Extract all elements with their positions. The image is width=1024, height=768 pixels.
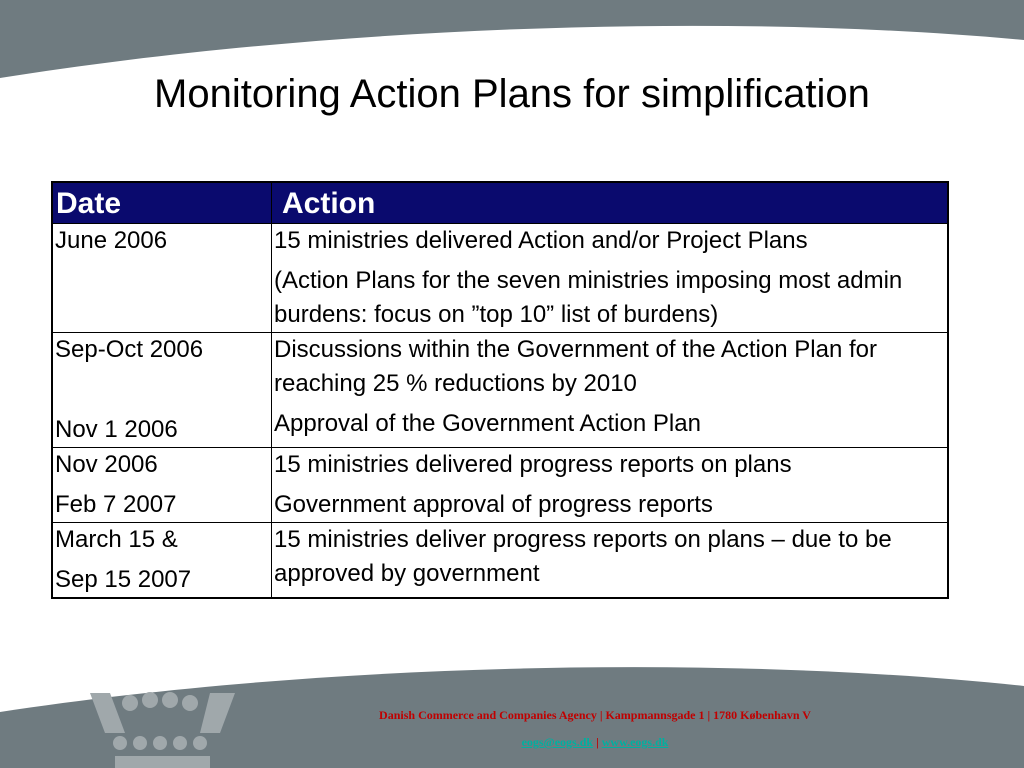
footer-address: Danish Commerce and Companies Agency | Kampmannsgade 1 | 1780 København V [379, 708, 811, 722]
date-text: Feb 7 2007 [55, 491, 177, 518]
action-text: Government approval of progress reports [274, 491, 713, 518]
footer-email-link[interactable]: eogs@eogs.dk [521, 735, 594, 749]
header-action: Action [272, 182, 949, 224]
action-text: 15 ministries delivered progress reports on plans [274, 451, 792, 478]
date-text: March 15 & [55, 526, 178, 553]
action-cell [272, 448, 949, 523]
header-date: Date [52, 182, 272, 224]
crown-logo [80, 678, 250, 768]
action-text: 15 ministries delivered Action and/or Project Plans [274, 227, 808, 254]
action-cell [272, 224, 949, 333]
table-row [52, 448, 948, 523]
table-row [52, 333, 948, 448]
date-text: Nov 1 2006 [55, 416, 178, 443]
action-text: Approval of the Government Action Plan [274, 410, 701, 437]
action-text: Discussions within the Government of the Action Plan for reaching 25 % reductions by 2010 [274, 336, 877, 397]
action-cell [272, 523, 949, 599]
date-text: Sep 15 2007 [55, 566, 192, 593]
date-text: Sep-Oct 2006 [55, 336, 204, 363]
action-cell [272, 333, 949, 448]
table-header-row [52, 182, 948, 224]
slide-title: Monitoring Action Plans for simplification [154, 72, 870, 116]
table-row [52, 523, 948, 599]
action-text: (Action Plans for the seven ministries imposing most admin burdens: focus on ”top 10” list of burdens) [274, 267, 903, 328]
date-text: Nov 2006 [55, 451, 158, 478]
action-text: 15 ministries deliver progress reports on plans – due to be approved by government [274, 526, 892, 587]
table-row [52, 224, 948, 333]
footer-links [400, 735, 790, 750]
footer-separator: | [593, 735, 602, 749]
action-plan-table [51, 181, 949, 599]
top-gray-band [0, 0, 1024, 78]
date-cell [52, 224, 272, 333]
footer-website-link[interactable]: www.eogs.dk [601, 735, 669, 749]
date-cell [52, 333, 272, 448]
date-text: June 2006 [55, 227, 168, 254]
date-cell [52, 448, 272, 523]
date-cell [52, 523, 272, 599]
